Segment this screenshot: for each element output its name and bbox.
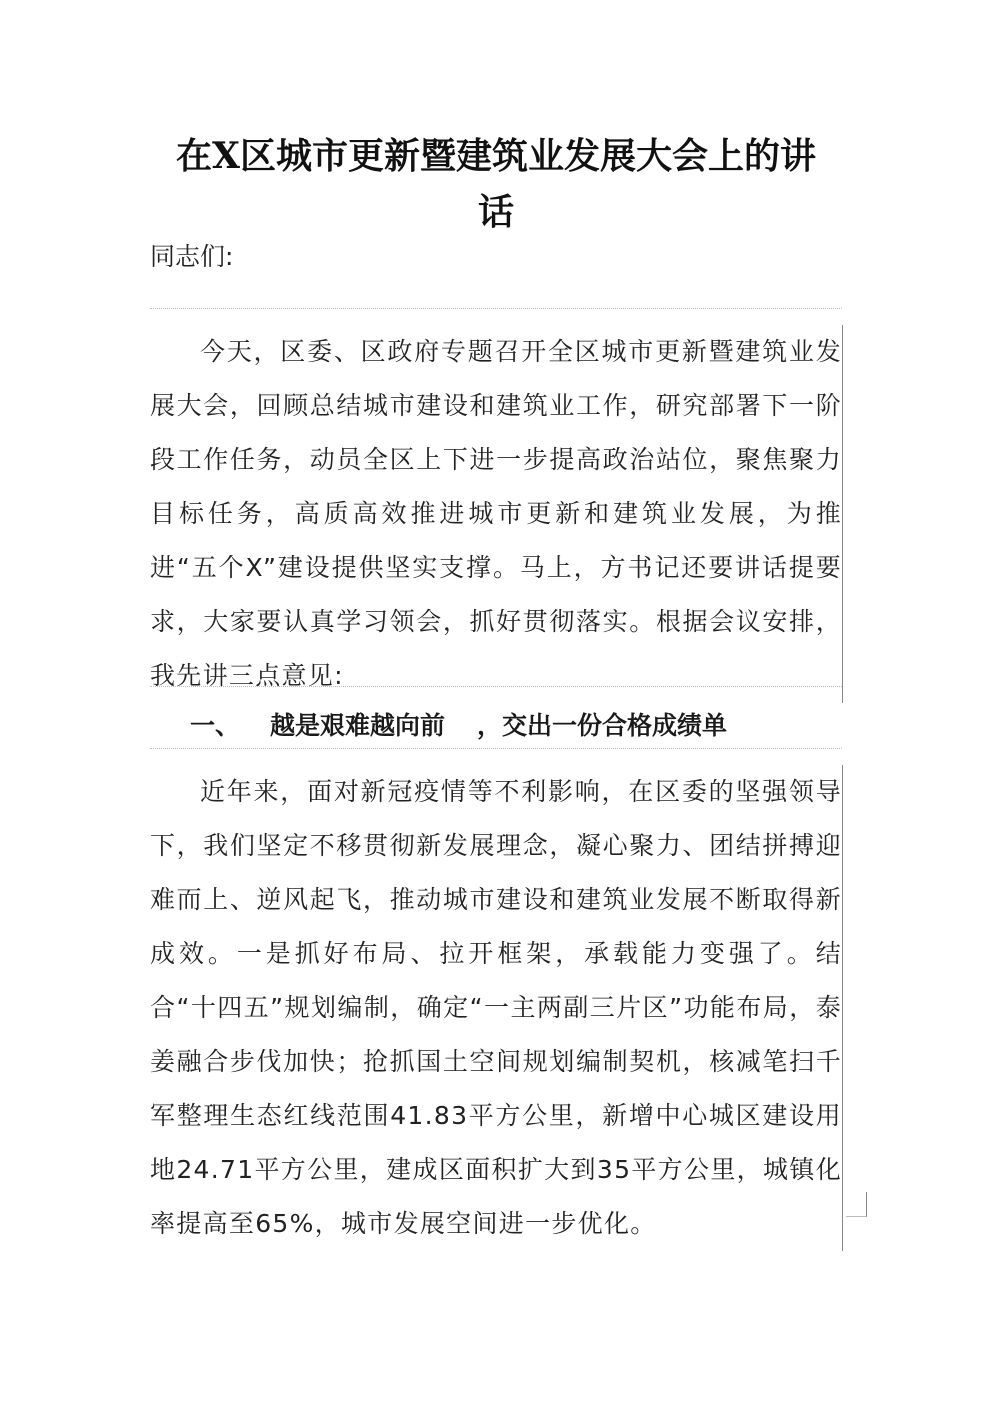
salutation: 同志们:	[150, 242, 234, 271]
paragraph-divider	[150, 686, 842, 687]
document-title	[120, 128, 872, 240]
section-heading-text-part2: ，交出一份合格成绩单	[477, 711, 728, 740]
body-paragraph: 近年来，面对新冠疫情等不利影响，在区委的坚强领导下，我们坚定不移贯彻新发展理念，凝心聚力、团结拼搏迎难而上、逆风起飞，推动城市建设和建筑业发展不断取得新成效。一是抓好布局、拉开框架，承载能力变强了。结合“十四五”规划编制，确定“一主两副三片区”功能布局，泰姜融合步伐加快；抢抓国土空间规划编制契机，核减笔扫千军整理生态红线范围41.83平方公里，新增中心城区建设用地24.71平方公里，建成区面积扩大到35平方公里，城镇化率提高至65%，城市发展空间进一步优化。	[150, 765, 843, 1251]
section-number: 一、	[190, 711, 241, 740]
section-heading-1	[190, 706, 727, 746]
paragraph-end-mark	[846, 1192, 867, 1217]
paragraph-divider	[150, 748, 842, 749]
paragraph-divider	[150, 308, 842, 309]
title-line-1: 在X区城市更新暨建筑业发展大会上的讲	[176, 135, 816, 177]
title-line-2: 话	[477, 191, 514, 233]
intro-paragraph: 今天，区委、区政府专题召开全区城市更新暨建筑业发展大会，回顾总结城市建设和建筑业工作，研究部署下一阶段工作任务，动员全区上下进一步提高政治站位，聚焦聚力目标任务，高质高效推进城市更新和建筑业发展，为推进“五个X”建设提供坚实支撑。马上，方书记还要讲话提要求，大家要认真学习领会，抓好贯彻落实。根据会议安排，我先讲三点意见:	[150, 325, 843, 703]
section-heading-text-part1: 越是艰难越向前	[270, 711, 446, 740]
